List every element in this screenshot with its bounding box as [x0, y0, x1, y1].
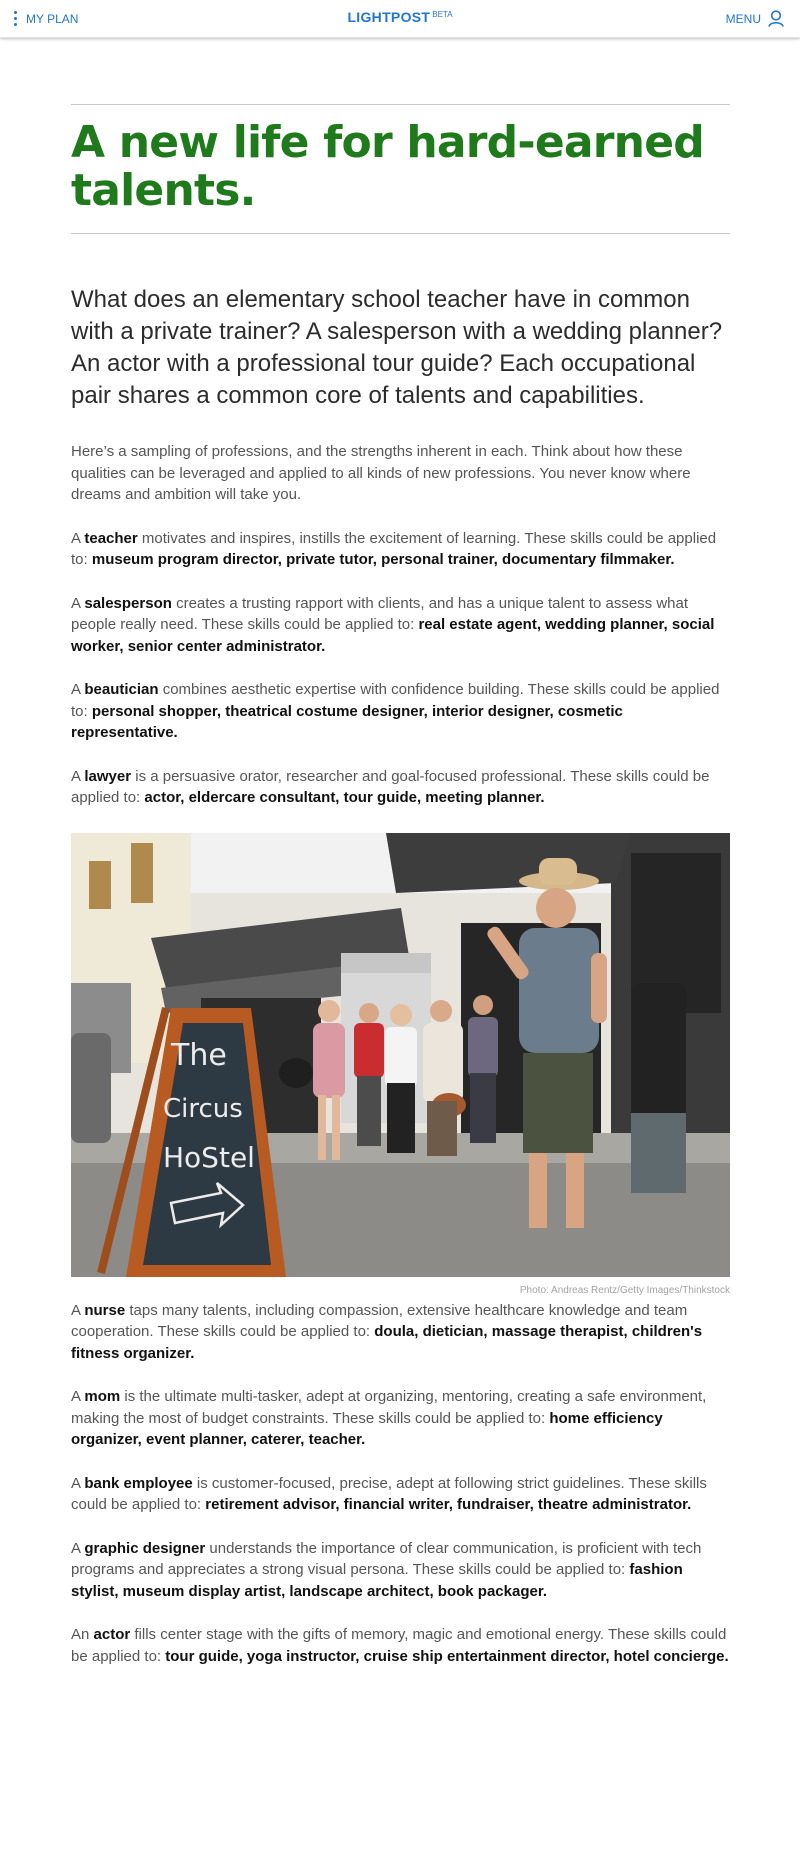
- entry-profession: salesperson: [84, 594, 172, 612]
- entry-profession: teacher: [84, 529, 138, 547]
- entry-applied-to: doula, dietician, massage therapist, children's fitness organizer.: [71, 1323, 703, 1362]
- sign-line-3: HoStel: [163, 1140, 255, 1174]
- article-intro: What does an elementary school teacher have in common with a private trainer? A salesperson with a wedding planner? An actor with a professional tour guide? Each occupational pair shares a common core of talents and capabilities.: [71, 286, 723, 409]
- entry-applied-to: home efficiency organizer, event planner, caterer, teacher.: [71, 1409, 663, 1448]
- entry-profession: actor: [93, 1626, 131, 1643]
- entry-description: is customer-focused, precise, adept at following strict guidelines. These skills could be applied to:: [71, 1474, 707, 1513]
- entry-profession: mom: [84, 1388, 121, 1405]
- my-plan-label: MY PLAN: [26, 11, 79, 26]
- entry-description: taps many talents, including compassion, extensive healthcare knowledge and team cooperation. These skills could be applied to:: [71, 1301, 688, 1340]
- entry-profession: bank employee: [84, 1474, 193, 1492]
- entry-article-word: A: [71, 1301, 81, 1319]
- professions-list-1: [71, 528, 730, 809]
- profession-entry: [71, 766, 730, 809]
- profession-entry: [71, 1386, 730, 1451]
- entry-description: fills center stage with the gifts of memory, magic and emotional energy. These skills could be applied to:: [71, 1626, 727, 1665]
- entry-description: understands the importance of clear communication, is proficient with tech programs and appreciates a strong visual persona. These skills could be applied to:: [71, 1539, 702, 1578]
- profession-entry: [71, 593, 730, 658]
- entry-article-word: A: [71, 1388, 81, 1405]
- entry-applied-to: real estate agent, wedding planner, social worker, senior center administrator.: [71, 616, 715, 655]
- professions-list-2: [71, 1300, 730, 1668]
- entry-article-word: A: [71, 681, 81, 698]
- entry-description: combines aesthetic expertise with confidence building. These skills could be applied to:: [71, 681, 720, 720]
- entry-applied-to: museum program director, private tutor, personal trainer, documentary filmmaker.: [91, 551, 675, 568]
- profession-entry: [71, 1473, 730, 1516]
- article-photo: [71, 833, 730, 1277]
- entry-article-word: A: [71, 594, 81, 612]
- menu-label: MENU: [725, 11, 761, 26]
- entry-applied-to: personal shopper, theatrical costume designer, interior designer, cosmetic representative.: [71, 702, 623, 741]
- entry-applied-to: retirement advisor, financial writer, fundraiser, theatre administrator.: [205, 1496, 692, 1513]
- entry-description: motivates and inspires, instills the excitement of learning. These skills could be applied to:: [71, 529, 717, 568]
- profession-entry: [71, 528, 730, 571]
- entry-description: is the ultimate multi-tasker, adept at organizing, mentoring, creating a safe environment, making the most of budget constraints. These skills could be applied to:: [71, 1388, 707, 1427]
- profession-entry: [71, 1300, 730, 1365]
- user-icon: [768, 10, 784, 27]
- entry-applied-to: fashion stylist, museum display artist, landscape architect, book packager.: [71, 1561, 683, 1600]
- beta-badge: BETA: [432, 10, 453, 19]
- article: [71, 104, 730, 1667]
- entry-article-word: A: [71, 1474, 81, 1492]
- profession-entry: [71, 679, 730, 744]
- entry-profession: beautician: [84, 681, 159, 698]
- article-lead: Here’s a sampling of professions, and the strengths inherent in each. Think about how these qualities can be leveraged and applied to all kinds of new professions. You never know where dreams and ambition will take you.: [71, 443, 691, 503]
- entry-profession: nurse: [84, 1301, 126, 1319]
- title-top-divider: [71, 104, 730, 105]
- photo-credit: Photo: Andreas Rentz/Getty Images/Thinkstock: [519, 1284, 730, 1296]
- sign-line-1: The: [171, 1037, 227, 1073]
- entry-description: creates a trusting rapport with clients, and has a unique talent to assess what people really need. These skills could be applied to:: [71, 594, 689, 633]
- entry-profession: graphic designer: [84, 1539, 206, 1557]
- entry-applied-to: tour guide, yoga instructor, cruise ship entertainment director, hotel concierge.: [165, 1647, 729, 1665]
- entry-article-word: A: [71, 767, 81, 785]
- entry-profession: lawyer: [84, 767, 132, 785]
- tour-group-photo: [71, 833, 730, 1277]
- site-logo[interactable]: [0, 9, 800, 25]
- top-nav-bar: [0, 0, 800, 38]
- profession-entry: [71, 1538, 730, 1603]
- profession-entry: [71, 1624, 730, 1667]
- entry-article-word: A: [71, 529, 81, 547]
- sign-line-2: Circus: [163, 1093, 243, 1124]
- menu-button[interactable]: [726, 0, 784, 37]
- title-bottom-divider: [71, 233, 730, 234]
- entry-article-word: An: [71, 1626, 90, 1643]
- logo-text: LIGHTPOST: [347, 9, 431, 25]
- entry-applied-to: actor, eldercare consultant, tour guide, meeting planner.: [144, 789, 545, 806]
- article-title: A new life for hard-earned talents.: [71, 117, 704, 216]
- entry-description: is a persuasive orator, researcher and goal-focused professional. These skills could be applied to:: [71, 767, 710, 806]
- entry-article-word: A: [71, 1539, 81, 1557]
